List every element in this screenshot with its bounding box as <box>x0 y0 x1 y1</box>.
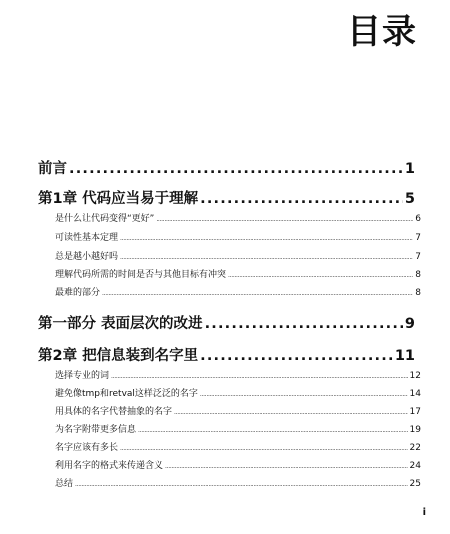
toc-entry-page: 1 <box>404 161 415 177</box>
toc-entry-page: 25 <box>409 479 421 489</box>
toc-entry-label: 第2章 把信息装到名字里 <box>38 348 199 364</box>
toc-entry-section[interactable] <box>55 404 421 417</box>
toc-entry-label: 名字应该有多长 <box>55 443 119 453</box>
toc-entry-chapter-2[interactable] <box>38 344 415 365</box>
toc-entry-label: 前言 <box>38 161 67 177</box>
toc-entry-label: 利用名字的格式来传递含义 <box>55 461 164 471</box>
toc-entry-label: 是什么让代码变得“更好” <box>55 214 155 224</box>
toc-entry-page: 19 <box>409 425 421 435</box>
dot-leader <box>165 461 408 471</box>
toc-entry-section[interactable] <box>55 211 421 224</box>
dot-leader <box>200 191 403 207</box>
toc-entry-section[interactable] <box>55 249 421 262</box>
toc-entry-chapter-1[interactable] <box>38 187 415 208</box>
toc-entry-label: 避免像tmp和retval这样泛泛的名字 <box>55 389 198 399</box>
toc-entry-section[interactable] <box>55 458 421 471</box>
page-number: i <box>422 507 426 518</box>
dot-leader <box>111 371 408 381</box>
toc-entry-section[interactable] <box>55 440 421 453</box>
toc-entry-section[interactable] <box>55 368 421 381</box>
dot-leader <box>205 316 403 332</box>
toc-entry-label: 总结 <box>55 479 74 489</box>
toc-entry-label: 最难的部分 <box>55 288 101 298</box>
dot-leader <box>228 270 413 280</box>
toc-entry-page: 11 <box>394 348 415 364</box>
dot-leader <box>102 288 413 298</box>
toc-entry-section[interactable] <box>55 476 421 489</box>
toc-entry-preface[interactable] <box>38 157 415 178</box>
toc-entry-page: 17 <box>409 407 421 417</box>
toc-entry-section[interactable] <box>55 230 421 243</box>
dot-leader <box>69 161 403 177</box>
toc-entry-page: 24 <box>409 461 421 471</box>
toc-entry-label: 总是越小越好吗 <box>55 252 119 262</box>
toc-entry-section[interactable] <box>55 285 421 298</box>
toc-entry-page: 12 <box>409 371 421 381</box>
toc-entry-page: 8 <box>415 270 421 280</box>
toc-entry-page: 7 <box>415 252 421 262</box>
toc-entry-label: 可读性基本定理 <box>55 233 119 243</box>
toc-entry-page: 14 <box>409 389 421 399</box>
toc-entry-label: 用具体的名字代替抽象的名字 <box>55 407 173 417</box>
dot-leader <box>174 407 408 417</box>
toc-entry-section[interactable] <box>55 267 421 280</box>
dot-leader <box>138 425 408 435</box>
toc-entry-page: 7 <box>415 233 421 243</box>
toc-entry-label: 选择专业的词 <box>55 371 110 381</box>
dot-leader <box>120 443 408 453</box>
toc-entry-section[interactable] <box>55 422 421 435</box>
toc-entry-label: 理解代码所需的时间是否与其他目标有冲突 <box>55 270 227 280</box>
toc-entry-page: 22 <box>409 443 421 453</box>
toc-entry-section[interactable] <box>55 386 421 399</box>
toc-entry-part-1[interactable] <box>38 312 415 333</box>
toc-entry-page: 9 <box>404 316 415 332</box>
toc-entry-page: 8 <box>415 288 421 298</box>
toc-entry-page: 5 <box>404 191 415 207</box>
dot-leader <box>200 348 393 364</box>
toc-entry-label: 为名字附带更多信息 <box>55 425 137 435</box>
dot-leader <box>156 214 413 224</box>
dot-leader <box>75 479 408 489</box>
toc-entry-label: 第1章 代码应当易于理解 <box>38 191 199 207</box>
toc-entry-label: 第一部分 表面层次的改进 <box>38 316 203 332</box>
page-title: 目录 <box>347 12 417 52</box>
dot-leader <box>120 233 413 243</box>
dot-leader <box>200 389 408 399</box>
dot-leader <box>120 252 413 262</box>
toc-entry-page: 6 <box>415 214 421 224</box>
